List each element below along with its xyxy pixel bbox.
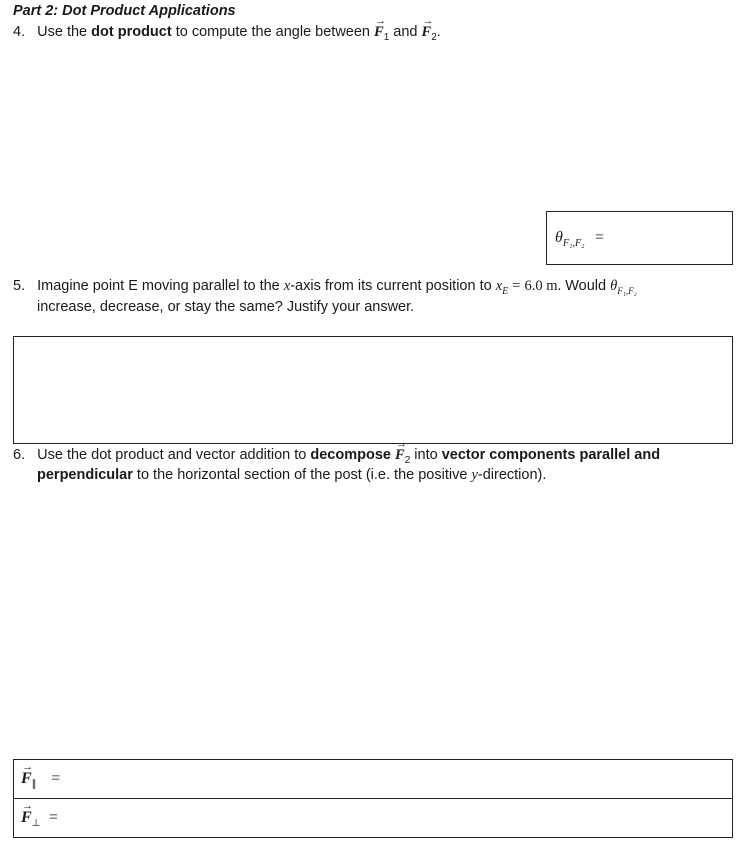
q5-text-b: -axis from its current position to <box>290 278 492 294</box>
equals-sign: = <box>51 770 61 787</box>
q5-value: 6.0 m. <box>524 278 562 294</box>
theta-subscript: F₁,F₂ <box>562 238 585 250</box>
vector-f-perpendicular: → F <box>21 809 32 827</box>
question-number: 6. <box>13 447 26 463</box>
vector-f2-subscript: 2 <box>404 454 411 466</box>
q6-y-var: y <box>471 467 478 483</box>
vector-f2: → F <box>422 24 432 41</box>
q6-into: into <box>414 447 438 463</box>
q6-text-line2-end: -direction). <box>477 467 547 483</box>
vector-f2: → F <box>395 447 405 464</box>
q6-text-a: Use the dot product and vector addition to <box>37 447 307 463</box>
q4-text-mid: to compute the angle between <box>175 24 370 40</box>
question-5 <box>13 278 637 295</box>
vector-f-parallel: → F <box>21 770 32 788</box>
q5-theta: θ <box>610 278 618 294</box>
q4-text: Use the <box>37 24 88 40</box>
perpendicular-component-label <box>21 809 58 830</box>
q5-text-a: Imagine point E moving parallel to the <box>37 278 280 294</box>
equals-sign: = <box>594 229 605 246</box>
equals-sign: = <box>48 809 58 826</box>
question-6 <box>13 447 660 464</box>
perpendicular-subscript: ⊥ <box>31 818 41 830</box>
q5-theta-subscript: F₁,F₂ <box>617 285 637 296</box>
parallel-component-label <box>21 770 61 791</box>
xe-subscript: E <box>502 285 509 297</box>
question-4 <box>13 24 441 41</box>
q4-bold-term: dot product <box>91 24 172 40</box>
parallel-component-box[interactable] <box>13 759 733 799</box>
q6-bold-components: vector components parallel and <box>441 447 661 463</box>
vector-f1: → F <box>374 24 384 41</box>
q6-line-2 <box>37 467 546 484</box>
q5-equals: = <box>512 278 521 294</box>
angle-answer-label <box>555 229 605 250</box>
question-number: 5. <box>13 278 26 294</box>
parallel-subscript: ∥ <box>31 779 37 791</box>
q5-x-var: x <box>283 278 291 294</box>
angle-answer-box[interactable] <box>546 211 733 265</box>
theta-symbol: θ <box>555 229 563 246</box>
question-number: 4. <box>13 24 26 40</box>
q5-would: Would <box>565 278 607 294</box>
xe-var: x <box>495 278 503 294</box>
q6-bold-decompose: decompose <box>310 447 391 463</box>
q6-bold-perp: perpendicular <box>37 467 133 483</box>
q4-period: . <box>436 24 441 40</box>
q4-and: and <box>393 24 418 40</box>
vector-f2-subscript: 2 <box>431 31 437 43</box>
q5-answer-box[interactable] <box>13 336 733 444</box>
perpendicular-component-box[interactable] <box>13 798 733 838</box>
section-title: Part 2: Dot Product Applications <box>13 3 236 19</box>
q5-line-2: increase, decrease, or stay the same? Justify your answer. <box>37 299 415 315</box>
q6-text-line2: to the horizontal section of the post (i.e. the positive <box>136 467 468 483</box>
vector-f1-subscript: 1 <box>383 31 390 43</box>
